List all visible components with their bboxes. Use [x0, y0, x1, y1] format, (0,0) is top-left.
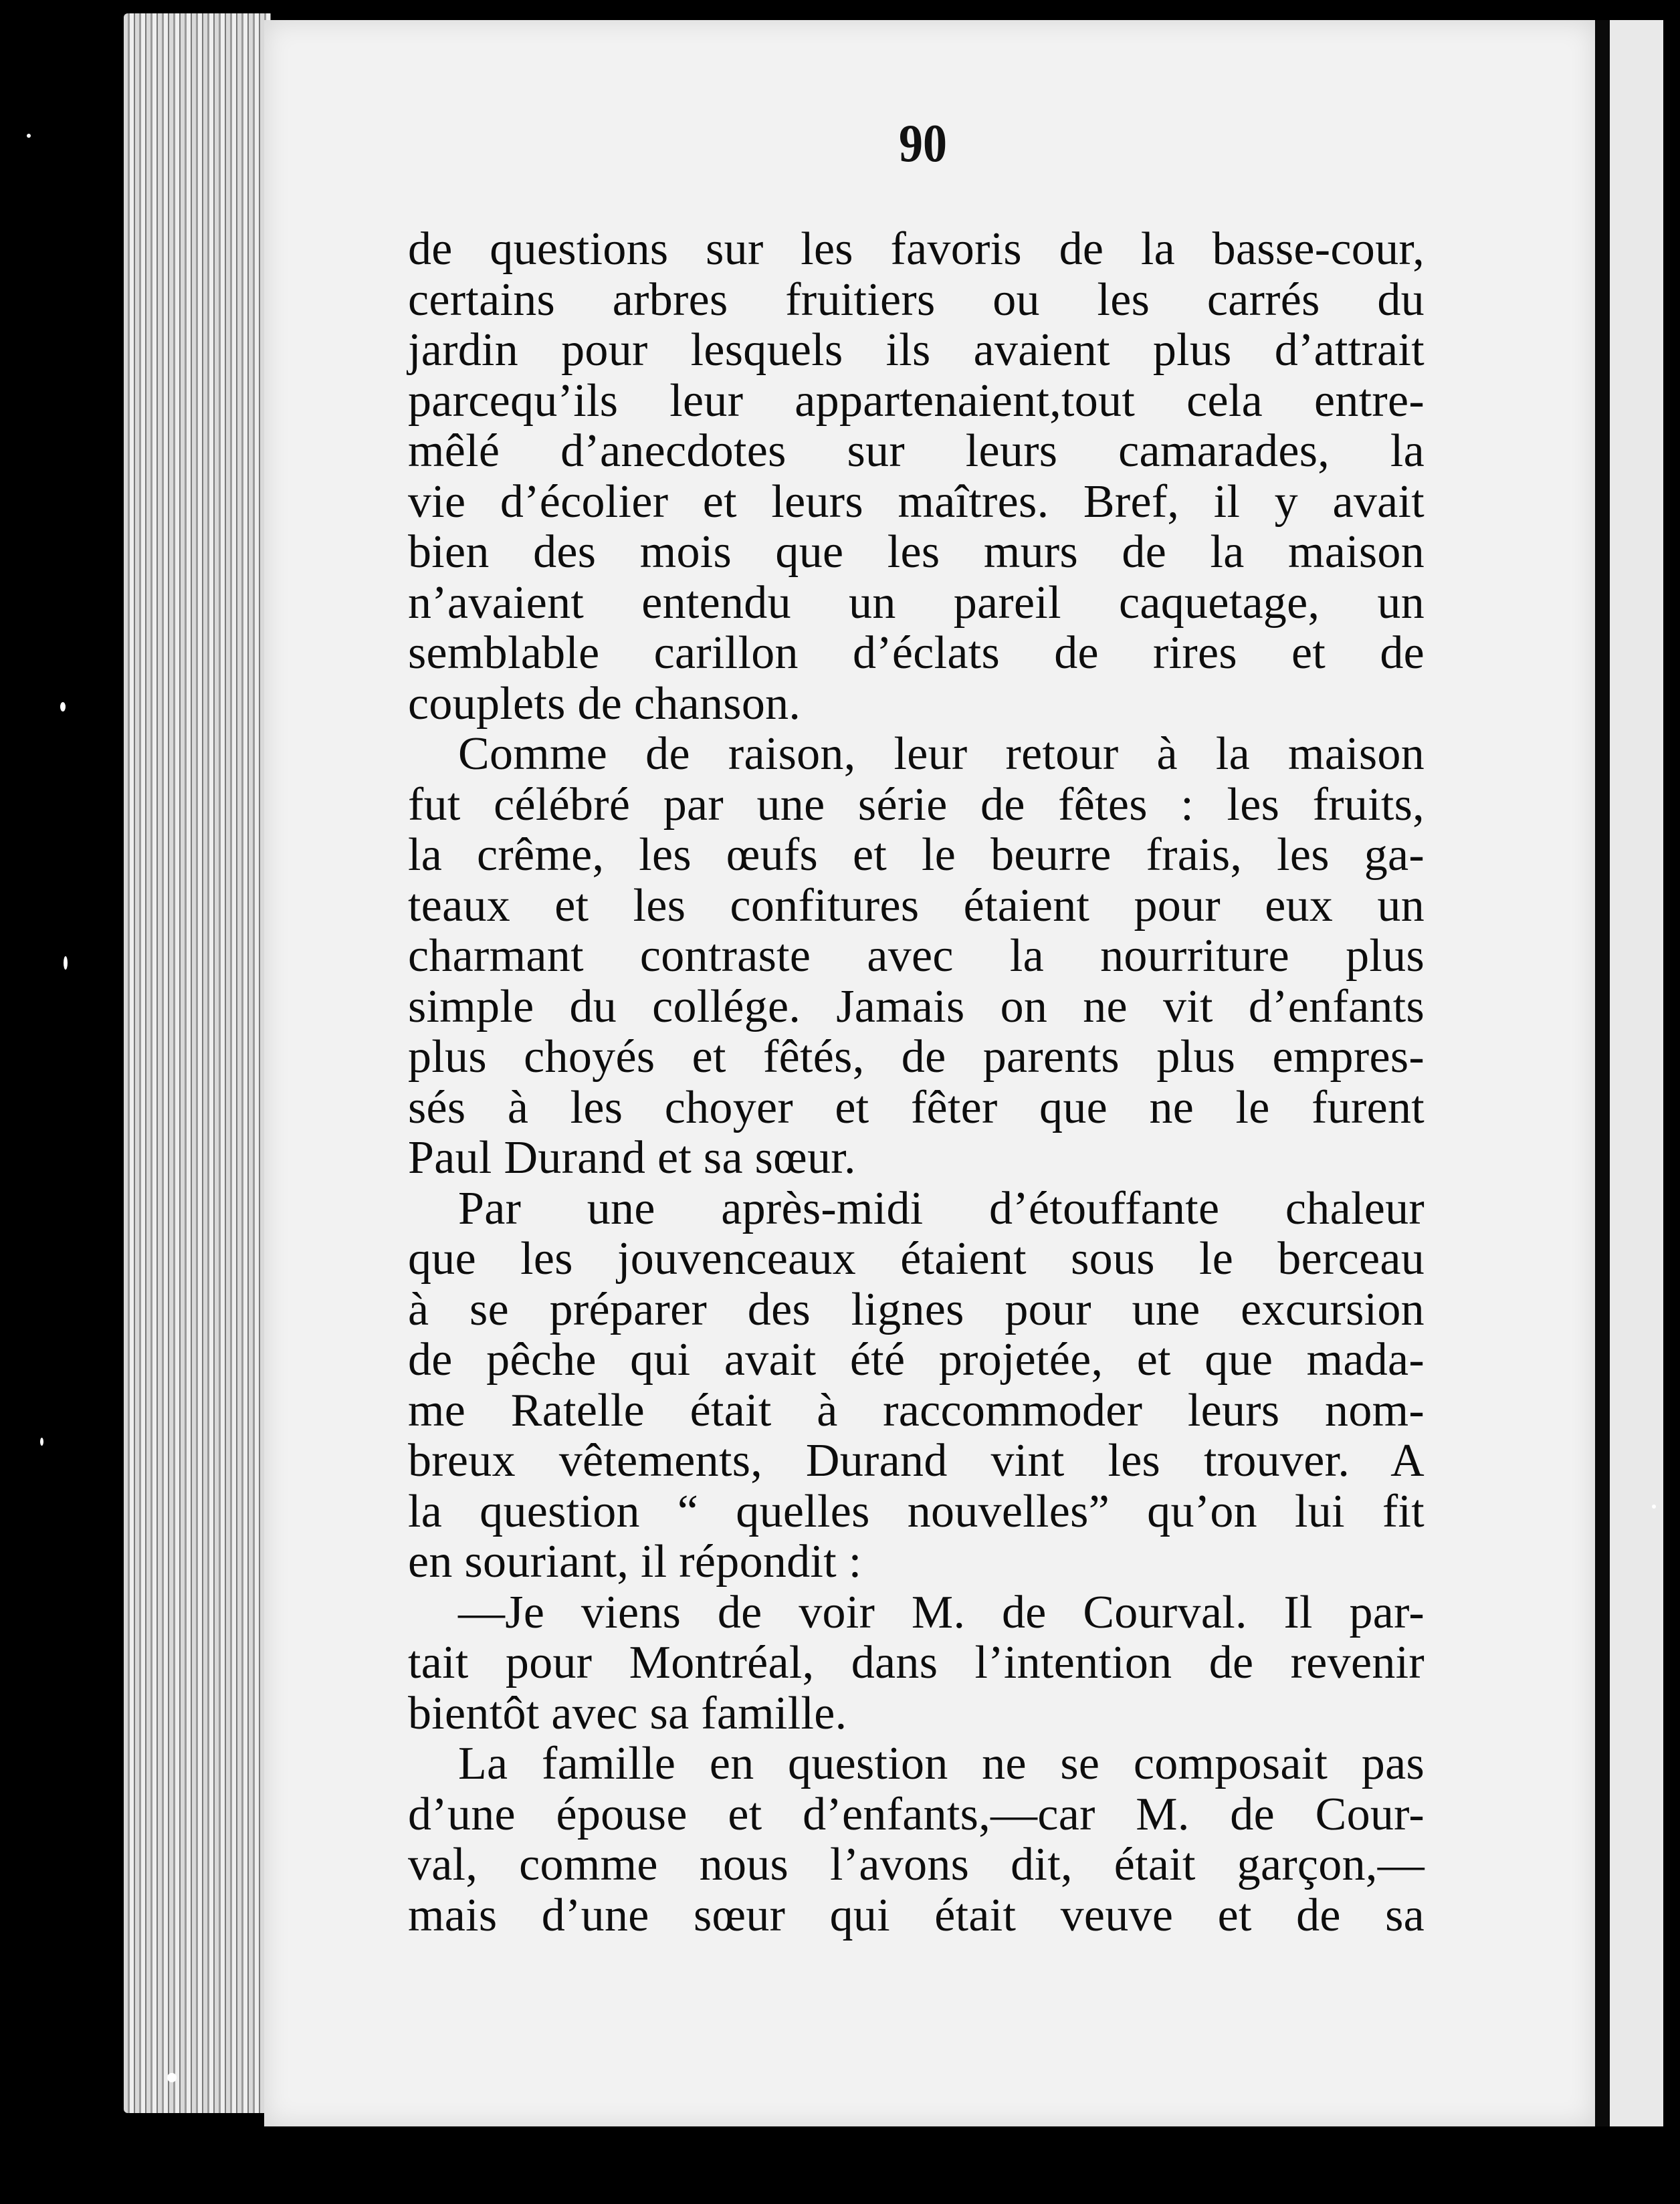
text-line: mêlé d’anecdotes sur leurs camarades, la — [408, 425, 1425, 477]
scan-speck — [64, 956, 68, 970]
text-line: que les jouvenceaux étaient sous le berceau — [408, 1233, 1425, 1285]
scan-speck — [1652, 1505, 1656, 1509]
text-line: bientôt avec sa famille. — [408, 1687, 847, 1739]
book-spine — [1595, 20, 1610, 2126]
text-line: —Je viens de voir M. de Courval. Il par- — [458, 1586, 1425, 1638]
text-line: en souriant, il répondit : — [408, 1536, 862, 1587]
text-line: la question “ quelles nouvelles” qu’on lui fit — [408, 1485, 1425, 1537]
text-line: d’une épouse et d’enfants,—car M. de Cour- — [408, 1788, 1425, 1840]
text-line: Par une après-midi d’étouffante chaleur — [458, 1182, 1425, 1234]
text-line: jardin pour lesquels ils avaient plus d’attrait — [408, 324, 1425, 376]
text-line: simple du collége. Jamais on ne vit d’enfants — [408, 980, 1425, 1032]
text-line: mais d’une sœur qui était veuve et de sa — [408, 1889, 1425, 1941]
text-line: parcequ’ils leur appartenaient,tout cela entre- — [408, 374, 1425, 427]
text-line: bien des mois que les murs de la maison — [408, 526, 1425, 578]
text-line: Paul Durand et sa sœur. — [408, 1132, 856, 1184]
text-line: Comme de raison, leur retour à la maison — [458, 728, 1425, 780]
text-line: la crême, les œufs et le beurre frais, les ga- — [408, 829, 1425, 881]
book-page-edges — [124, 13, 271, 2113]
text-line: semblable carillon d’éclats de rires et de — [408, 627, 1425, 679]
text-line: n’avaient entendu un pareil caquetage, un — [408, 576, 1425, 629]
text-line: charmant contraste avec la nourriture plus — [408, 930, 1425, 982]
text-line: certains arbres fruitiers ou les carrés du — [408, 273, 1425, 326]
page-number: 90 — [899, 114, 947, 173]
scan-speck — [27, 134, 31, 138]
body-text — [408, 224, 1425, 1941]
scan-speck — [40, 1438, 43, 1446]
text-line: sés à les choyer et fêter que ne le furent — [408, 1081, 1425, 1133]
text-line: La famille en question ne se composait pas — [458, 1738, 1425, 1789]
text-line: teaux et les confitures étaient pour eux un — [408, 879, 1425, 931]
text-line: breux vêtements, Durand vint les trouver. A — [408, 1435, 1425, 1486]
text-line: de pêche qui avait été projetée, et que mada- — [408, 1334, 1425, 1386]
scan-speck — [60, 702, 66, 711]
text-line: de questions sur les favoris de la basse-cour, — [408, 223, 1425, 275]
scan-speck — [167, 2073, 177, 2082]
text-line: val, comme nous l’avons dit, était garçon,— — [408, 1839, 1425, 1890]
facing-page-edge — [1610, 20, 1663, 2126]
text-line: tait pour Montréal, dans l’intention de revenir — [408, 1637, 1425, 1688]
text-line: couplets de chanson. — [408, 677, 801, 730]
text-line: vie d’écolier et leurs maîtres. Bref, il y avait — [408, 475, 1425, 528]
text-line: me Ratelle était à raccommoder leurs nom- — [408, 1384, 1425, 1436]
text-line: plus choyés et fêtés, de parents plus empres- — [408, 1031, 1425, 1083]
text-line: fut célébré par une série de fêtes : les fruits, — [408, 778, 1425, 831]
text-line: à se préparer des lignes pour une excursion — [408, 1283, 1425, 1335]
